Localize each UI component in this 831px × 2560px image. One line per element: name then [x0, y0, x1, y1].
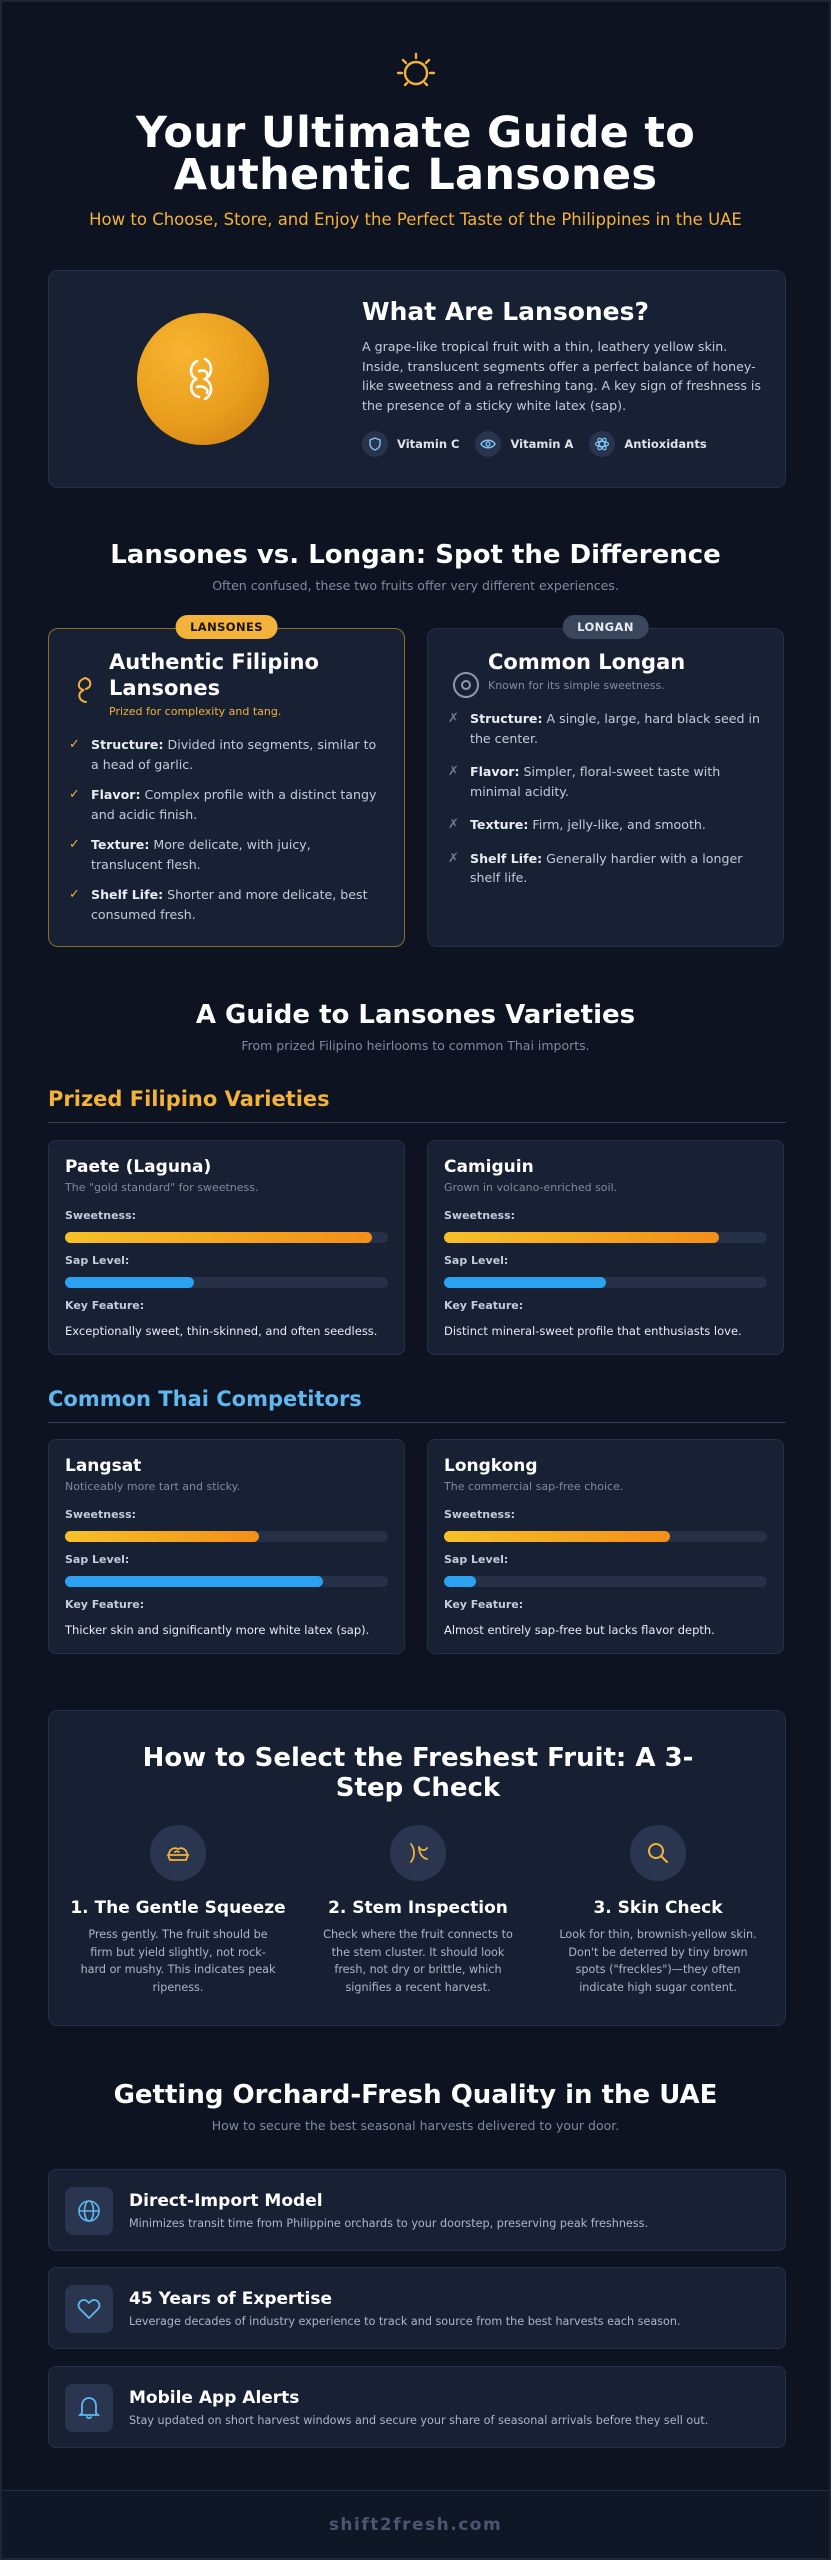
sun-icon: [394, 50, 438, 94]
feature-app-alerts: [48, 2366, 786, 2448]
lansones-attribute-list: [69, 735, 382, 935]
list-item: ✗ Flavor: Simpler, floral-sweet taste with minimal acidity.: [448, 762, 761, 801]
feature-title: 45 Years of Expertise: [129, 2289, 333, 2309]
feature-label: Key Feature:: [444, 1299, 524, 1312]
step-text: Check where the fruit connects to the stem cluster. It should look fresh, not dry or brittle, which signifies a recent harvest.: [323, 1928, 513, 1994]
compare-subtitle: Often confused, these two fruits offer very different experiences.: [212, 578, 619, 593]
nutrient-vitamin-a: [475, 431, 573, 457]
page-subtitle: How to Choose, Store, and Enjoy the Perfect Taste of the Philippines in the UAE: [89, 210, 742, 229]
varieties-title: A Guide to Lansones Varieties: [195, 1000, 636, 1030]
nutrient-label: Antioxidants: [624, 437, 707, 451]
nutrient-label: Vitamin A: [510, 437, 574, 451]
sap-bar: [444, 1277, 767, 1288]
footer-link[interactable]: shift2fresh.com: [328, 2514, 503, 2535]
variety-card-camiguin: [427, 1140, 784, 1355]
nutrient-antioxidants: [589, 431, 706, 457]
feature-expertise: [48, 2267, 786, 2349]
step-2: [308, 1825, 528, 1996]
selection-steps-card: [48, 1710, 786, 2026]
feature-label: Key Feature:: [65, 1598, 145, 1611]
lansones-badge: LANSONES: [175, 615, 278, 639]
hero-section: [2, 2, 829, 229]
compare-title: Lansones vs. Longan: Spot the Difference: [110, 540, 721, 570]
steps-title: How to Select the Freshest Fruit: A 3-Step Check: [142, 1743, 694, 1803]
sweetness-label: Sweetness:: [444, 1209, 516, 1222]
magnifier-icon: [630, 1825, 686, 1881]
shield-icon: [362, 431, 388, 457]
cross-icon: ✗: [448, 817, 459, 832]
filipino-group-title: Prized Filipino Varieties: [48, 1087, 330, 1111]
variety-name: Langsat: [65, 1456, 142, 1476]
sweetness-bar-fill: [444, 1232, 719, 1243]
lansones-icon: [73, 675, 99, 701]
sap-bar: [444, 1576, 767, 1587]
step-text: Look for thin, brownish-yellow skin. Don't be deterred by tiny brown spots ("freckles")—they often indicate high sugar content.: [559, 1928, 757, 1994]
sap-label: Sap Level:: [65, 1553, 130, 1566]
variety-feature: Distinct mineral-sweet profile that enthusiasts love.: [444, 1324, 742, 1338]
sap-bar: [65, 1277, 388, 1288]
uae-title: Getting Orchard-Fresh Quality in the UAE: [113, 2080, 718, 2110]
check-icon: ✓: [69, 837, 80, 852]
lansones-card-header: [73, 649, 329, 718]
sweetness-bar: [65, 1232, 388, 1243]
feature-text: Leverage decades of industry experience to track and source from the best harvests each season.: [129, 2315, 681, 2328]
hand-icon: [150, 1825, 206, 1881]
nutrient-list: [362, 431, 707, 457]
longan-card-header: [452, 649, 685, 697]
lansones-card-title: Authentic Filipino Lansones: [109, 650, 319, 700]
sap-bar: [65, 1576, 388, 1587]
feature-title: Mobile App Alerts: [129, 2388, 300, 2408]
list-item: ✓ Shelf Life: Shorter and more delicate, best consumed fresh.: [69, 885, 382, 924]
list-item: ✗ Structure: A single, large, hard black seed in the center.: [448, 709, 761, 748]
longan-card: [427, 620, 784, 947]
sap-bar-fill: [65, 1277, 194, 1288]
step-text: Press gently. The fruit should be firm but yield slightly, not rock-hard or mushy. This indicates peak ripeness.: [80, 1928, 276, 1994]
lansones-fruit-icon: [137, 313, 269, 445]
varieties-subtitle: From prized Filipino heirlooms to common Thai imports.: [241, 1038, 590, 1053]
step-title: 2. Stem Inspection: [328, 1898, 508, 1918]
divider: [48, 1122, 786, 1123]
variety-feature: Exceptionally sweet, thin-skinned, and often seedless.: [65, 1324, 378, 1338]
sweetness-label: Sweetness:: [65, 1209, 137, 1222]
step-title: 1. The Gentle Squeeze: [70, 1898, 286, 1918]
sweetness-label: Sweetness:: [444, 1508, 516, 1521]
variety-card-longkong: [427, 1439, 784, 1654]
lansones-card: [48, 620, 405, 947]
sweetness-label: Sweetness:: [65, 1508, 137, 1521]
variety-feature: Thicker skin and significantly more white latex (sap).: [65, 1623, 370, 1637]
feature-text: Stay updated on short harvest windows and secure your share of seasonal arrivals before they sell out.: [129, 2414, 709, 2427]
lansones-card-titles: [109, 649, 329, 718]
variety-feature: Almost entirely sap-free but lacks flavor depth.: [444, 1623, 715, 1637]
feature-label: Key Feature:: [65, 1299, 145, 1312]
cross-icon: ✗: [448, 711, 459, 726]
variety-desc: Grown in volcano-enriched soil.: [444, 1181, 618, 1194]
variety-card-paete: [48, 1140, 405, 1355]
sweetness-bar-fill: [65, 1531, 259, 1542]
list-item: ✗ Texture: Firm, jelly-like, and smooth.: [448, 815, 761, 835]
nutrient-vitamin-c: [362, 431, 459, 457]
cross-icon: ✗: [448, 764, 459, 779]
step-3: [548, 1825, 768, 1996]
uae-subtitle: How to secure the best seasonal harvests delivered to your door.: [211, 2118, 620, 2133]
footer: [2, 2490, 829, 2558]
page-title: Your Ultimate Guide to Authentic Lansones: [135, 108, 696, 200]
feature-direct-import: [48, 2169, 786, 2251]
step-1: [68, 1825, 288, 1996]
feature-label: Key Feature:: [444, 1598, 524, 1611]
sap-bar-fill: [444, 1576, 476, 1587]
longan-badge: LONGAN: [562, 615, 649, 639]
check-icon: ✓: [69, 787, 80, 802]
variety-desc: The "gold standard" for sweetness.: [65, 1181, 259, 1194]
variety-card-langsat: [48, 1439, 405, 1654]
sweetness-bar: [65, 1531, 388, 1542]
nutrient-label: Vitamin C: [397, 437, 460, 451]
sweetness-bar: [444, 1531, 767, 1542]
sweetness-bar-fill: [65, 1232, 372, 1243]
list-item: ✓ Flavor: Complex profile with a distinct tangy and acidic finish.: [69, 785, 382, 824]
sap-label: Sap Level:: [444, 1553, 509, 1566]
variety-name: Longkong: [444, 1456, 538, 1476]
bell-icon: [65, 2384, 113, 2432]
heart-icon: [65, 2285, 113, 2333]
longan-card-title: Common Longan: [488, 650, 686, 674]
divider: [48, 1422, 786, 1423]
cross-icon: ✗: [448, 850, 459, 866]
sap-label: Sap Level:: [65, 1254, 130, 1267]
sap-bar-fill: [444, 1277, 606, 1288]
variety-desc: The commercial sap-free choice.: [444, 1480, 624, 1493]
sap-label: Sap Level:: [444, 1254, 509, 1267]
about-text: A grape-like tropical fruit with a thin, leathery yellow skin. Inside, translucent segments offer a perfect balance of honey-like sweetness and a refreshing tang. A key sign of freshness is the presence of a sticky white latex (sap).: [362, 339, 761, 413]
check-icon: ✓: [69, 887, 80, 902]
feature-text: Minimizes transit time from Philippine orchards to your doorstep, preserving peak freshness.: [129, 2217, 649, 2230]
variety-name: Paete (Laguna): [65, 1157, 212, 1177]
longan-card-subtitle: Known for its simple sweetness.: [488, 679, 665, 692]
step-title: 3. Skin Check: [593, 1898, 723, 1918]
list-item: ✗ Shelf Life: Generally hardier with a longer shelf life.: [448, 849, 761, 888]
list-item: ✓ Structure: Divided into segments, similar to a head of garlic.: [69, 735, 382, 774]
variety-name: Camiguin: [444, 1157, 534, 1177]
atom-icon: [589, 431, 615, 457]
list-item: ✓ Texture: More delicate, with juicy, translucent flesh.: [69, 835, 382, 874]
variety-desc: Noticeably more tart and sticky.: [65, 1480, 241, 1493]
check-icon: ✓: [69, 737, 80, 752]
longan-card-titles: [488, 649, 685, 697]
about-card: [48, 270, 786, 488]
target-icon: [452, 671, 478, 697]
longan-attribute-list: [448, 709, 761, 902]
globe-icon: [65, 2187, 113, 2235]
sap-bar-fill: [65, 1576, 323, 1587]
lansones-card-subtitle: Prized for complexity and tang.: [109, 705, 282, 718]
eye-icon: [475, 431, 501, 457]
sweetness-bar: [444, 1232, 767, 1243]
sweetness-bar-fill: [444, 1531, 670, 1542]
feature-title: Direct-Import Model: [129, 2191, 323, 2211]
stem-icon: [390, 1825, 446, 1881]
thai-group-title: Common Thai Competitors: [48, 1387, 362, 1411]
about-title: What Are Lansones?: [362, 297, 650, 326]
